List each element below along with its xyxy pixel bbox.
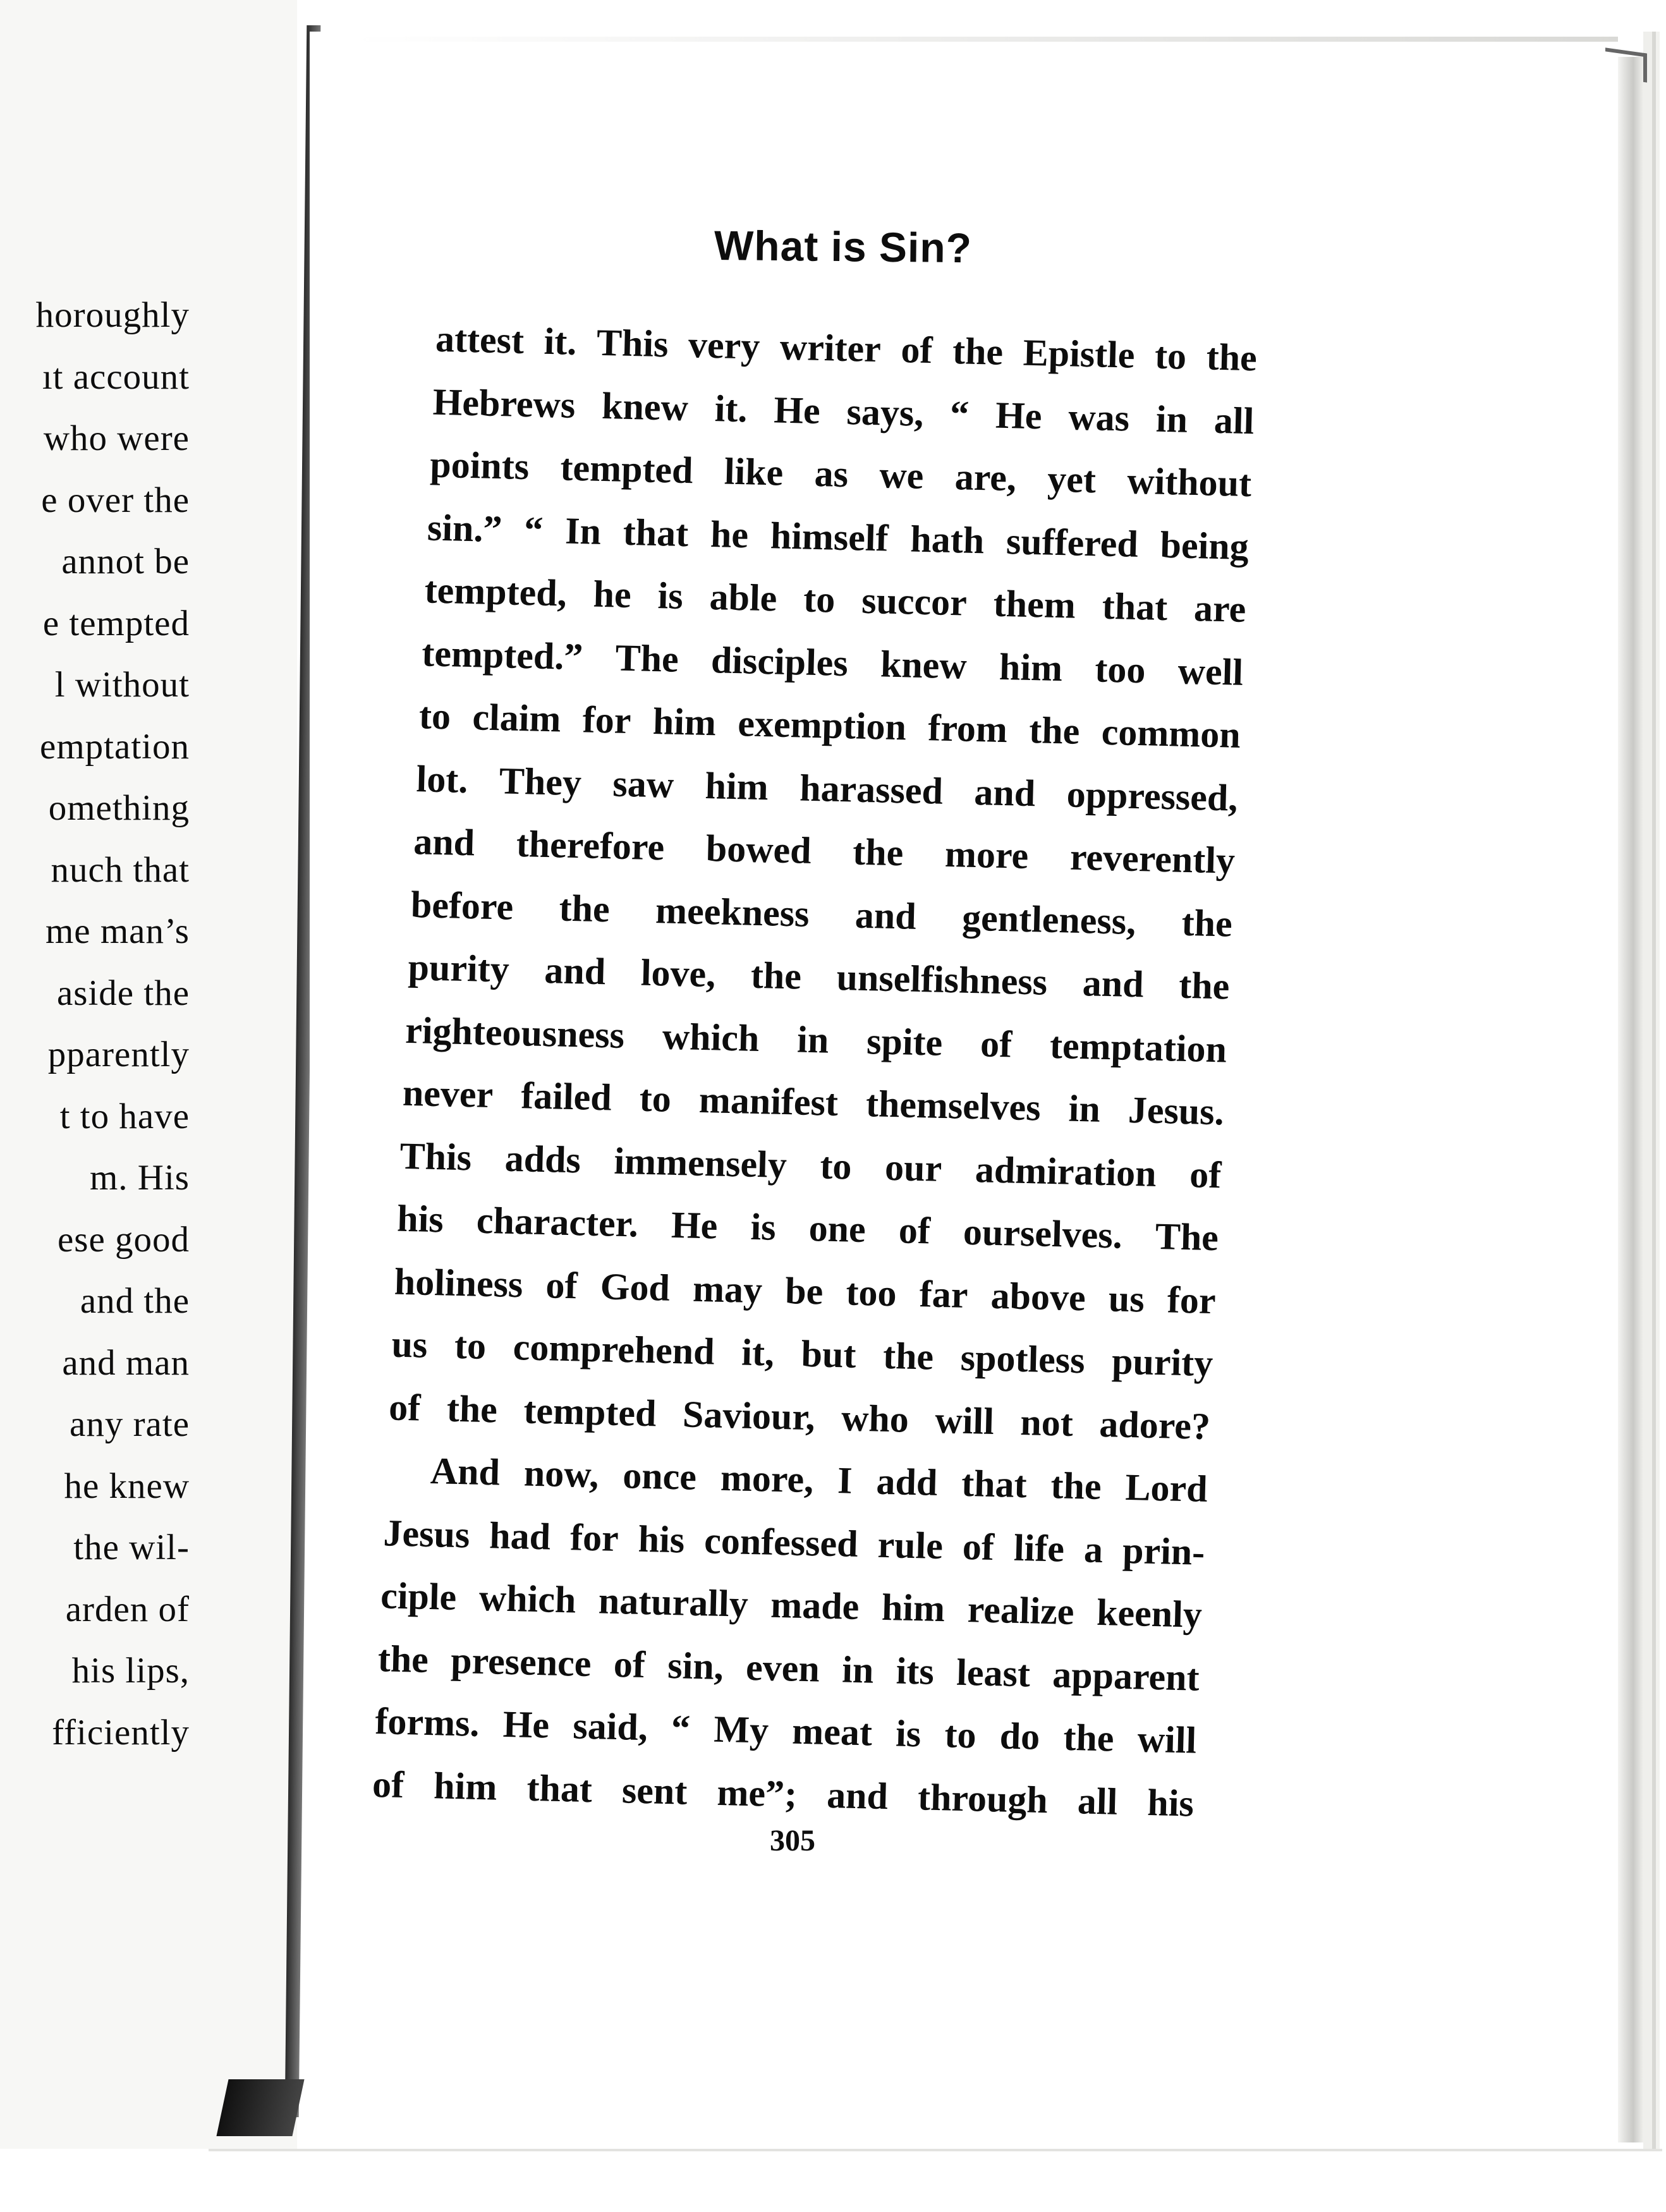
body-line: points tempted like as we are, yet without [429,443,1252,505]
left-page-line: ıt account [42,356,190,397]
left-page-line: e tempted [42,603,190,643]
body-line: And now, once more, I add that the Lord [430,1450,1208,1510]
body-line: ciple which naturally made him realize keenly [380,1574,1203,1636]
body-line: attest it. This very writer of the Epistle to the [435,317,1258,379]
body-line: of him that sent me”; and through all his [372,1763,1195,1825]
body-line: and therefore bowed the more reverently [413,820,1236,882]
left-page [0,0,297,2149]
left-page-line: and man [62,1342,190,1383]
left-page-line: annot be [61,542,190,581]
body-line: purity and love, the unselfishness and the [407,945,1231,1007]
left-page-line: the wil- [73,1528,190,1567]
left-page-line: pparently [47,1035,190,1074]
left-page-line: t to have [59,1096,190,1136]
left-page-line: his lips, [71,1651,190,1691]
body-line: to claim for him exemption from the common [418,695,1241,756]
left-page-line: aside the [56,973,190,1013]
running-head: What is Sin? [714,222,973,272]
left-page-line: l without [54,665,190,705]
left-page-line: any rate [70,1404,190,1444]
left-page-line: and the [80,1281,190,1321]
body-line: never failed to manifest themselves in Jesus. [402,1071,1225,1133]
left-page-line: fficiently [52,1712,190,1753]
body-line: sin.” “ In that he himself hath suffered being [427,506,1250,568]
body-line: forms. He said, “ My meat is to do the will [374,1700,1197,1761]
left-page-line: m. His [89,1158,190,1198]
spine-shadow [216,2079,304,2136]
left-page-line: e over the [41,480,190,520]
body-line: righteousness which in spite of temptation [404,1009,1227,1070]
page-corner [1605,47,1647,82]
body-line: us to comprehend it, but the spotless purity [391,1323,1214,1385]
page-number: 305 [770,1824,815,1857]
body-line: Hebrews knew it. He says, “ He was in all [432,380,1255,442]
body-line: This adds immensely to our admiration of [399,1134,1222,1196]
bottom-margin [209,2149,1662,2212]
left-page-line: who were [43,418,190,458]
left-page-line: emptation [40,726,190,767]
body-line: before the meekness and gentleness, the [410,883,1233,945]
left-page-line: omething [48,788,190,828]
left-page-line: arden of [65,1589,190,1629]
left-page-line: he knew [64,1466,190,1506]
body-line: Jesus had for his confessed rule of life a prin- [382,1511,1205,1573]
left-page-line: nuch that [51,849,190,890]
body-line: of the tempted Saviour, who will not adore? [388,1385,1211,1447]
body-line: tempted, he is able to succor them that are [424,569,1247,631]
left-page-line: me man’s [45,911,190,951]
page-top-edge [354,37,1618,42]
body-line: tempted.” The disciples knew him too well [421,631,1244,693]
left-page-line: ese good [57,1219,190,1260]
left-page-line: horoughly [35,295,190,335]
body-line: his character. He is one of ourselves. The [396,1197,1219,1259]
body-line: lot. They saw him harassed and oppressed, [415,757,1239,819]
body-line: the presence of sin, even in its least apparent [377,1637,1200,1699]
page-right-edge [1618,57,1643,2142]
body-line: holiness of God may be too far above us for [394,1260,1217,1322]
